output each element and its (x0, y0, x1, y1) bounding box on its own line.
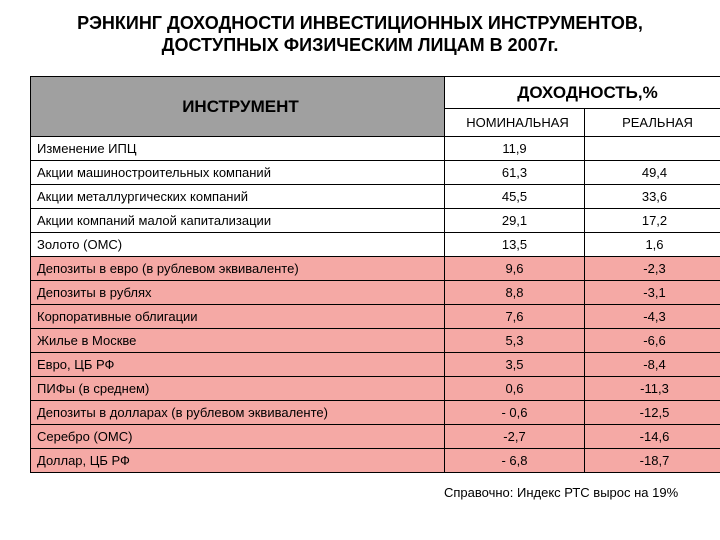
real-yield-cell: -12,5 (585, 401, 720, 425)
instrument-name-cell: ПИФы (в среднем) (31, 377, 445, 401)
table-row (31, 401, 720, 425)
ranking-table (30, 76, 720, 473)
table-row (31, 257, 720, 281)
table-row (31, 137, 720, 161)
instrument-name-cell: Изменение ИПЦ (31, 137, 445, 161)
instrument-name-cell: Золото (ОМС) (31, 233, 445, 257)
instrument-name-cell: Акции машиностроительных компаний (31, 161, 445, 185)
table-row (31, 449, 720, 473)
table-row (31, 377, 720, 401)
real-yield-cell: -18,7 (585, 449, 720, 473)
table-row (31, 305, 720, 329)
table-row (31, 161, 720, 185)
table-row (31, 329, 720, 353)
title-line-1: РЭНКИНГ ДОХОДНОСТИ ИНВЕСТИЦИОННЫХ ИНСТРУМЕНТОВ, (77, 13, 643, 33)
real-yield-cell: 49,4 (585, 161, 720, 185)
table-row (31, 425, 720, 449)
nominal-yield-cell: 45,5 (445, 185, 585, 209)
nominal-yield-cell: 3,5 (445, 353, 585, 377)
real-yield-cell: 17,2 (585, 209, 720, 233)
nominal-yield-cell: -2,7 (445, 425, 585, 449)
reference-note: Справочно: Индекс РТС вырос на 19% (444, 485, 679, 500)
nominal-yield-cell: 5,3 (445, 329, 585, 353)
nominal-yield-cell: 7,6 (445, 305, 585, 329)
page-title (0, 12, 720, 56)
instrument-name-cell: Евро, ЦБ РФ (31, 353, 445, 377)
nominal-yield-cell: - 6,8 (445, 449, 585, 473)
instrument-name-cell: Жилье в Москве (31, 329, 445, 353)
header-nominal: НОМИНАЛЬНАЯ (445, 109, 585, 137)
header-yield: ДОХОДНОСТЬ,% (445, 77, 720, 109)
table-row (31, 353, 720, 377)
instrument-name-cell: Серебро (ОМС) (31, 425, 445, 449)
nominal-yield-cell: 11,9 (445, 137, 585, 161)
title-line-2: ДОСТУПНЫХ ФИЗИЧЕСКИМ ЛИЦАМ В 2007г. (161, 35, 559, 55)
real-yield-cell: -8,4 (585, 353, 720, 377)
instrument-name-cell: Депозиты в рублях (31, 281, 445, 305)
real-yield-cell: -4,3 (585, 305, 720, 329)
table-row (31, 233, 720, 257)
nominal-yield-cell: 8,8 (445, 281, 585, 305)
real-yield-cell (585, 137, 720, 161)
instrument-name-cell: Корпоративные облигации (31, 305, 445, 329)
table-body (31, 137, 720, 473)
instrument-name-cell: Акции компаний малой капитализации (31, 209, 445, 233)
real-yield-cell: -3,1 (585, 281, 720, 305)
nominal-yield-cell: 0,6 (445, 377, 585, 401)
header-real: РЕАЛЬНАЯ (585, 109, 720, 137)
nominal-yield-cell: 29,1 (445, 209, 585, 233)
real-yield-cell: -14,6 (585, 425, 720, 449)
nominal-yield-cell: - 0,6 (445, 401, 585, 425)
table-row (31, 185, 720, 209)
instrument-name-cell: Акции металлургических компаний (31, 185, 445, 209)
nominal-yield-cell: 61,3 (445, 161, 585, 185)
instrument-name-cell: Депозиты в евро (в рублевом эквиваленте) (31, 257, 445, 281)
nominal-yield-cell: 13,5 (445, 233, 585, 257)
instrument-name-cell: Доллар, ЦБ РФ (31, 449, 445, 473)
nominal-yield-cell: 9,6 (445, 257, 585, 281)
real-yield-cell: -6,6 (585, 329, 720, 353)
real-yield-cell: 1,6 (585, 233, 720, 257)
real-yield-cell: -11,3 (585, 377, 720, 401)
table-row (31, 281, 720, 305)
table-row (31, 209, 720, 233)
real-yield-cell: -2,3 (585, 257, 720, 281)
header-instrument: ИНСТРУМЕНТ (31, 77, 445, 137)
real-yield-cell: 33,6 (585, 185, 720, 209)
instrument-name-cell: Депозиты в долларах (в рублевом эквиваленте) (31, 401, 445, 425)
